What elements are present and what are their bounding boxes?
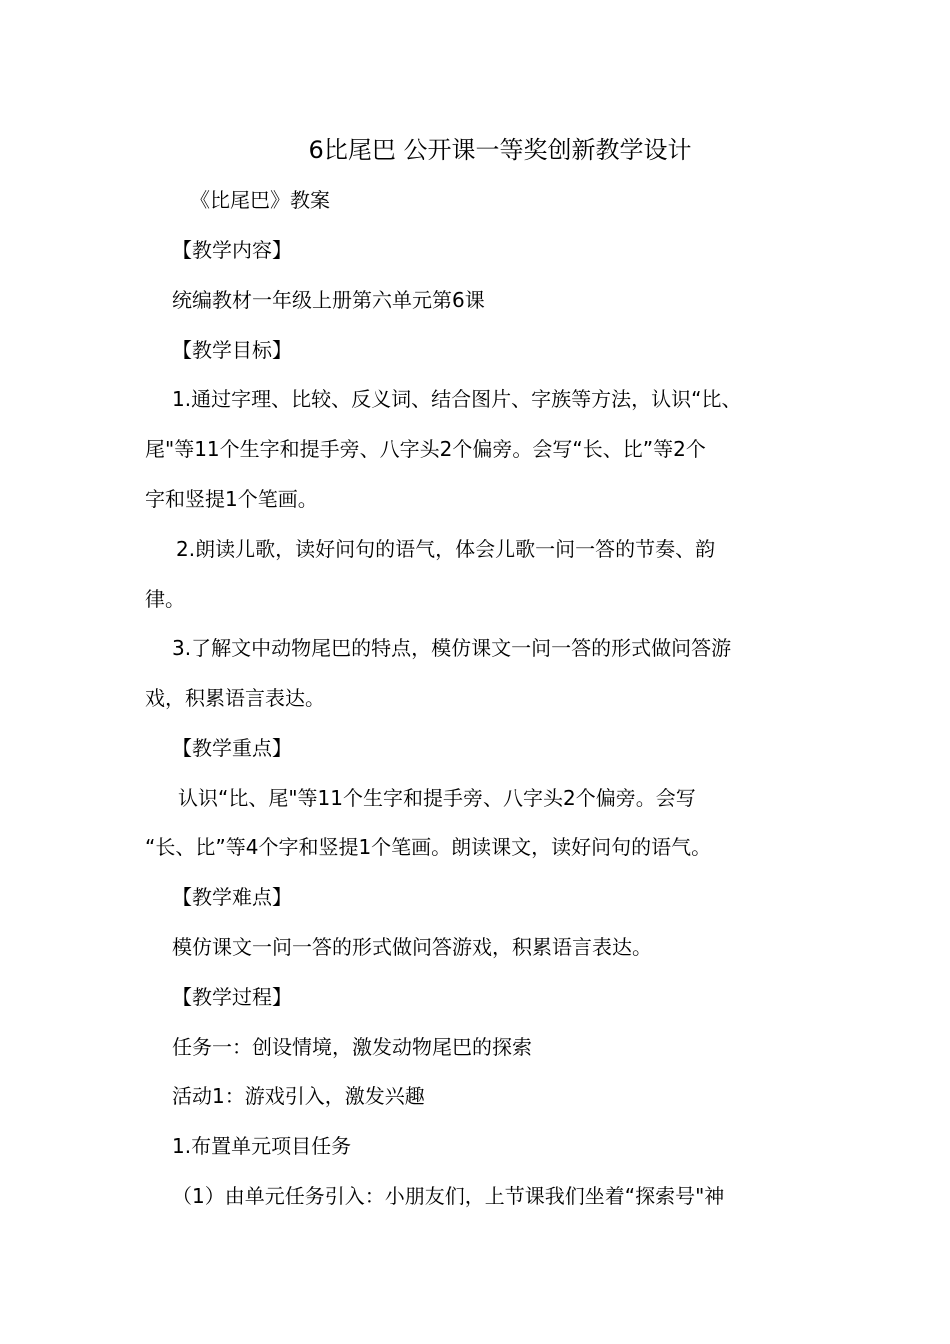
paragraph-line: 戏，积累语言表达。 (145, 686, 325, 710)
paragraph-line: 任务一：创设情境，激发动物尾巴的探索 (172, 1035, 532, 1059)
paragraph-line: 认识“比、尾"等11个生字和提手旁、八字头2个偏旁。会写 (178, 786, 696, 810)
section-heading-key-points: 【教学重点】 (172, 736, 292, 760)
paragraph-line: “长、比”等4个字和竖提1个笔画。朗读课文，读好问句的语气。 (145, 835, 712, 859)
paragraph-line: 活动1：游戏引入，激发兴趣 (172, 1084, 425, 1108)
section-heading-difficulties: 【教学难点】 (172, 885, 292, 909)
paragraph-line: 尾"等11个生字和提手旁、八字头2个偏旁。会写“长、比”等2个 (145, 437, 706, 461)
section-heading-process: 【教学过程】 (172, 985, 292, 1009)
paragraph-line: 统编教材一年级上册第六单元第6课 (172, 288, 485, 312)
paragraph-line: （1）由单元任务引入：小朋友们，上节课我们坐着“探索号"神 (172, 1184, 725, 1208)
paragraph-line: 3.了解文中动物尾巴的特点，模仿课文一问一答的形式做问答游 (172, 636, 732, 660)
doc-subtitle: 《比尾巴》教案 (190, 188, 330, 212)
section-heading-content: 【教学内容】 (172, 238, 292, 262)
paragraph-line: 律。 (145, 587, 185, 611)
paragraph-line: 字和竖提1个笔画。 (145, 487, 318, 511)
paragraph-line: 1.通过字理、比较、反义词、结合图片、字族等方法，认识“比、 (172, 387, 742, 411)
paragraph-line: 1.布置单元项目任务 (172, 1134, 352, 1158)
document-title: 6比尾巴 公开课一等奖创新教学设计 (308, 136, 692, 164)
section-heading-objectives: 【教学目标】 (172, 338, 292, 362)
paragraph-line: 模仿课文一问一答的形式做问答游戏，积累语言表达。 (172, 935, 652, 959)
paragraph-line: 2.朗读儿歌，读好问句的语气，体会儿歌一问一答的节奏、韵 (176, 537, 716, 561)
